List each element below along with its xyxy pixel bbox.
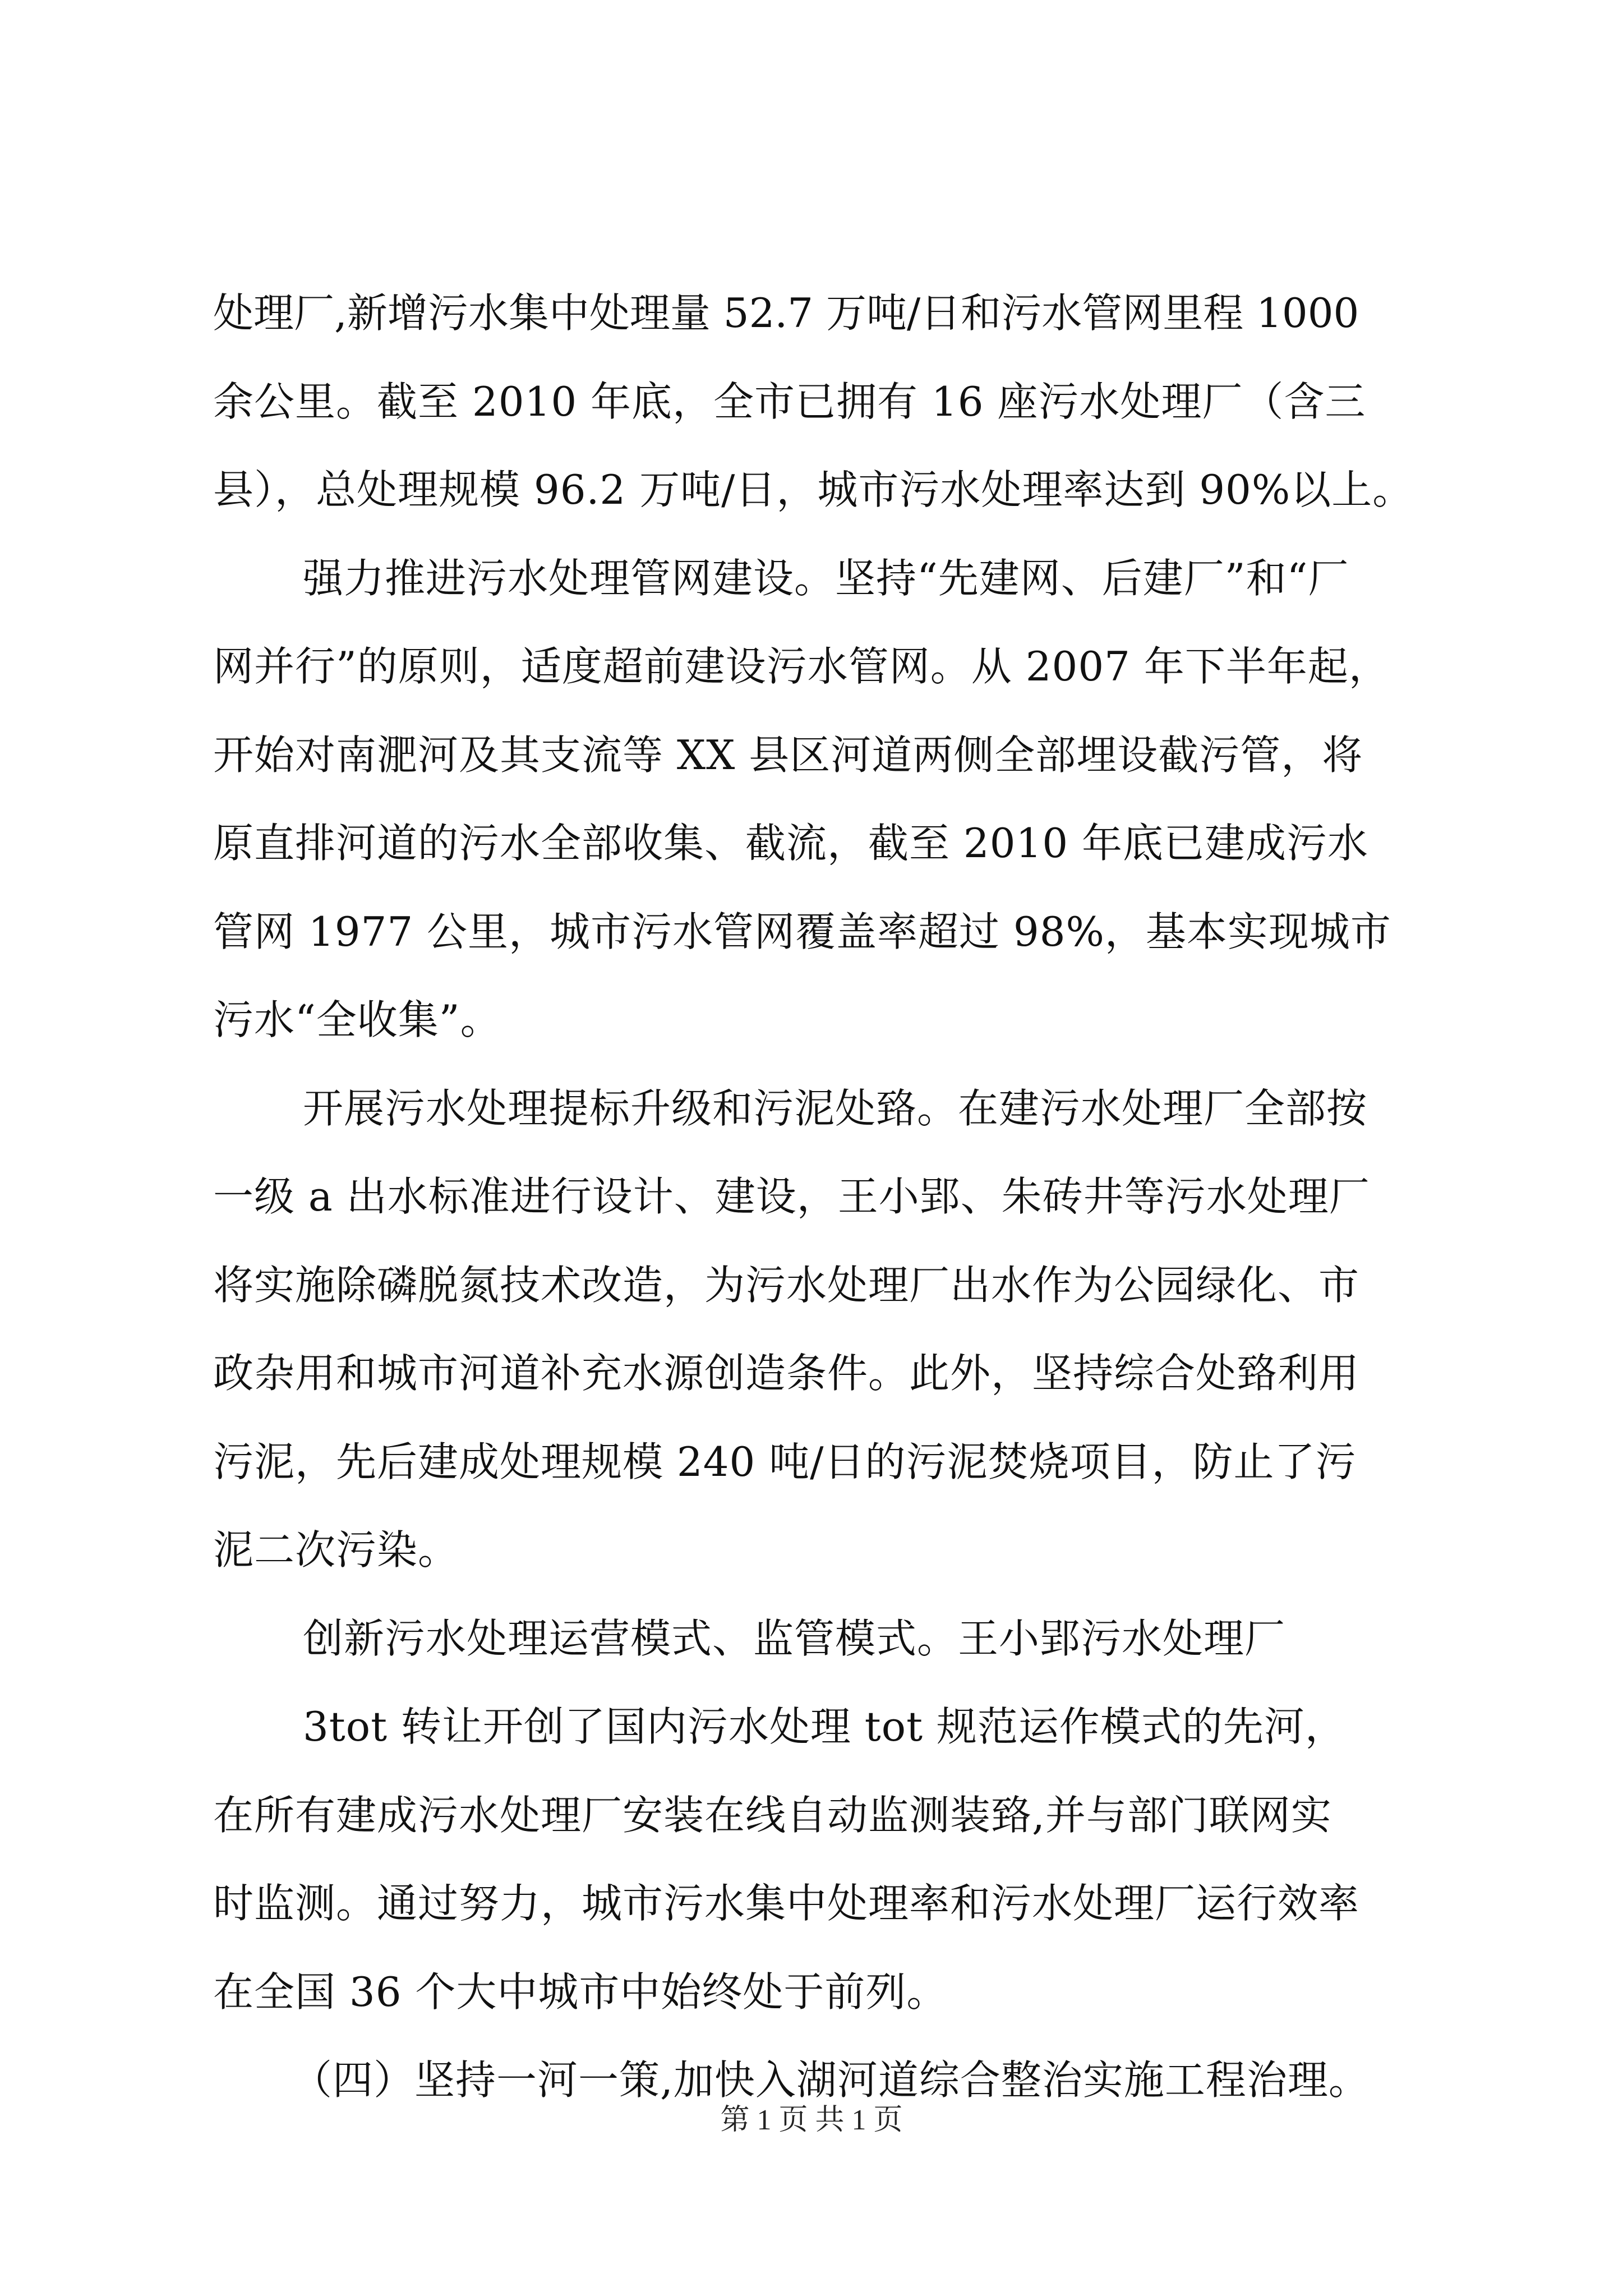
section-heading-line: （四）坚持一河一策,加快入湖河道综合整治实施工程治理。 (292, 2056, 1370, 2104)
text-line: 政杂用和城市河道补充水源创造条件。此外，坚持综合处臵利用 (213, 1350, 1360, 1397)
text-line: 在所有建成污水处理厂安装在线自动监测装臵,并与部门联网实 (213, 1791, 1332, 1839)
text-line: 污水“全收集”。 (213, 996, 501, 1043)
text-line: 将实施除磷脱氮技术改造，为污水处理厂出水作为公园绿化、市 (213, 1261, 1360, 1309)
text-line: 一级 a 出水标准进行设计、建设，王小郢、朱砖井等污水处理厂 (213, 1173, 1370, 1220)
paragraph-start-line: 开展污水处理提标升级和污泥处臵。在建污水处理厂全部按 (303, 1084, 1368, 1132)
text-line: 原直排河道的污水全部收集、截流，截至 2010 年底已建成污水 (213, 820, 1369, 867)
text-line: 县），总处理规模 96.2 万吨/日，城市污水处理率达到 90%以上。 (213, 466, 1414, 513)
text-line: 余公里。截至 2010 年底，全市已拥有 16 座污水处理厂（含三 (213, 378, 1366, 425)
paragraph-start-line: 3tot 转让开创了国内污水处理 tot 规范运作模式的先河， (303, 1703, 1346, 1750)
text-line: 污泥，先后建成处理规模 240 吨/日的污泥焚烧项目，防止了污 (213, 1438, 1357, 1485)
text-line: 管网 1977 公里，城市污水管网覆盖率超过 98%，基本实现城市 (213, 908, 1391, 955)
page-footer: 第 1 页 共 1 页 (720, 2104, 903, 2136)
text-line: 时监测。通过努力，城市污水集中处理率和污水处理厂运行效率 (213, 1880, 1360, 1927)
text-line: 处理厂,新增污水集中处理量 52.7 万吨/日和污水管网里程 1000 (213, 289, 1359, 337)
text-line: 在全国 36 个大中城市中始终处于前列。 (213, 1968, 948, 2016)
text-line: 开始对南淝河及其支流等 XX 县区河道两侧全部埋设截污管，将 (213, 731, 1363, 779)
document-body (213, 269, 1430, 2125)
text-line: 网并行”的原则，适度超前建设污水管网。从 2007 年下半年起， (213, 643, 1390, 690)
paragraph-start-line: 强力推进污水处理管网建设。坚持“先建网、后建厂”和“厂 (303, 554, 1349, 602)
text-line: 泥二次污染。 (213, 1526, 459, 1573)
paragraph-start-line: 创新污水处理运营模式、监管模式。王小郢污水处理厂 (303, 1614, 1286, 1662)
